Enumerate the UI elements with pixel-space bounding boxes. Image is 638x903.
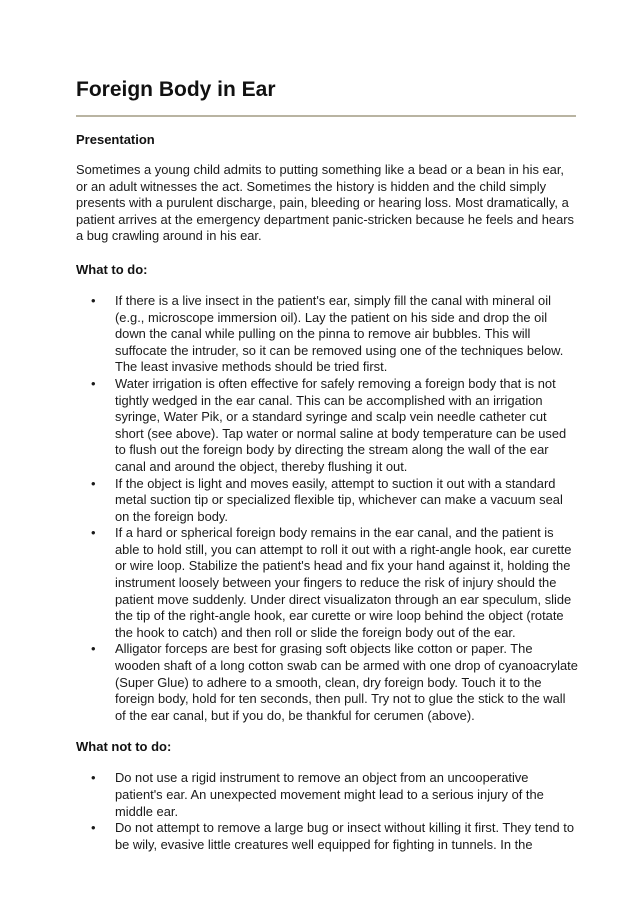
title-divider [76, 115, 576, 117]
list-item [91, 820, 578, 853]
list-item [91, 770, 578, 820]
bullet-icon: • [91, 820, 96, 836]
presentation-heading: Presentation [76, 132, 155, 147]
list-item-text: If a hard or spherical foreign body remains in the ear canal, and the patient is able to hold still, you can attempt to roll it out with a right-angle hook, ear curette or wire loop. Stabilize the patient's head and fix your hand against it, holding the instrument loosely between your fingers to reduce the risk of injury should the patient move suddenly. Under direct visualizaton through an ear speculum, slide the tip of the right-angle hook, ear curette or wire loop behind the object (rotate the hook to catch) and then roll or slide the foreign body out of the ear. [115, 525, 572, 640]
what-not-to-do-list [76, 770, 578, 853]
bullet-icon: • [91, 475, 96, 491]
bullet-icon: • [91, 770, 96, 786]
bullet-icon: • [91, 375, 96, 391]
list-item [91, 292, 578, 376]
list-item-text: If there is a live insect in the patient's ear, simply fill the canal with mineral oil (e.g., microscope immersion oil). Lay the patient on his side and drop the oil down the canal while pulling on the pinna to remove air bubbles. This will suffocate the intruder, so it can be removed using one of the techniques below. The least invasive methods should be tried first. [115, 292, 564, 375]
list-item [91, 375, 578, 476]
page-title: Foreign Body in Ear [76, 78, 276, 101]
list-item [91, 475, 578, 526]
list-item-text: Do not attempt to remove a large bug or insect without killing it first. They tend to be wily, evasive little creatures well equipped for fighting in tunnels. In the [115, 820, 575, 852]
list-item [91, 641, 578, 724]
presentation-paragraph: Sometimes a young child admits to putting something like a bead or a bean in his ear, or an adult witnesses the act. Sometimes the history is hidden and the child simply presents with a purulent discharge, pain, bleeding or hearing loss. Most dramatically, a patient arrives at the emergency department panic-stricken because he feels and hears a bug crawling around in his ear. [76, 162, 575, 244]
what-not-to-do-heading: What not to do: [76, 739, 172, 755]
list-item-text: Alligator forceps are best for grasing soft objects like cotton or paper. The wooden shaft of a long cotton swab can be armed with one drop of cyanoacrylate (Super Glue) to adhere to a smooth, clean, dry foreign body. Touch it to the foreign body, hold for ten seconds, then pull. Try not to glue the stick to the wall of the ear canal, but if you do, be thankful for cerumen (above). [115, 641, 578, 723]
what-to-do-heading: What to do: [76, 261, 148, 277]
list-item-text: Water irrigation is often effective for safely removing a foreign body that is not tightly wedged in the ear canal. This can be accomplished with an irrigation syringe, Water Pik, or a standard syringe and scalp vein needle catheter cut short (see above). Tap water or normal saline at body temperature can be used to flush out the foreign body by directing the stream along the wall of the ear canal and around the object, thereby flushing it out. [115, 375, 567, 474]
bullet-icon: • [91, 525, 96, 541]
document-body [76, 131, 578, 853]
what-to-do-list [76, 293, 578, 724]
list-item-text: If the object is light and moves easily, attempt to suction it out with a standard metal suction tip or specialized flexible tip, whichever can make a vacuum seal on the foreign body. [115, 475, 563, 524]
bullet-icon: • [91, 292, 96, 308]
list-item [91, 525, 578, 641]
list-item-text: Do not use a rigid instrument to remove an object from an uncooperative patient's ear. An unexpected movement might lead to a serious injury of the middle ear. [115, 770, 544, 819]
bullet-icon: • [91, 641, 96, 657]
